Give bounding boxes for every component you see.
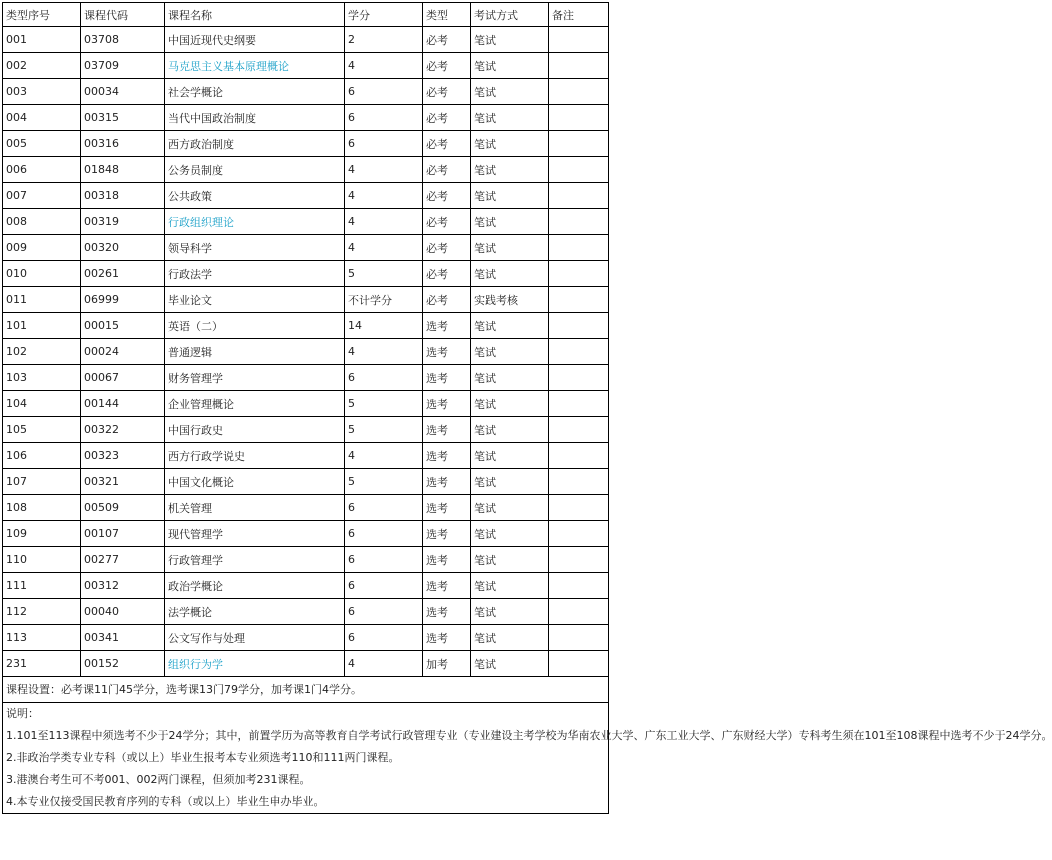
course-seq: 102 — [3, 339, 81, 365]
course-seq: 110 — [3, 547, 81, 573]
course-code: 03709 — [81, 53, 165, 79]
course-seq: 002 — [3, 53, 81, 79]
course-seq: 006 — [3, 157, 81, 183]
course-code: 06999 — [81, 287, 165, 313]
course-code: 00341 — [81, 625, 165, 651]
course-remark — [549, 443, 609, 469]
course-type: 加考 — [423, 651, 471, 677]
notes-row — [3, 703, 609, 814]
course-code: 00034 — [81, 79, 165, 105]
table-row — [3, 313, 609, 339]
course-code: 00040 — [81, 599, 165, 625]
course-credit: 4 — [345, 209, 423, 235]
header-credit: 学分 — [345, 3, 423, 27]
header-exam: 考试方式 — [471, 3, 549, 27]
course-name-link[interactable]: 马克思主义基本原理概论 — [165, 53, 345, 79]
course-name: 公共政策 — [165, 183, 345, 209]
course-seq: 009 — [3, 235, 81, 261]
course-code: 00312 — [81, 573, 165, 599]
table-row — [3, 521, 609, 547]
course-type: 必考 — [423, 287, 471, 313]
table-row — [3, 287, 609, 313]
course-type: 选考 — [423, 573, 471, 599]
course-seq: 107 — [3, 469, 81, 495]
course-type: 选考 — [423, 417, 471, 443]
course-type: 必考 — [423, 157, 471, 183]
course-seq: 105 — [3, 417, 81, 443]
course-remark — [549, 261, 609, 287]
course-seq: 104 — [3, 391, 81, 417]
course-name: 西方行政学说史 — [165, 443, 345, 469]
course-seq: 003 — [3, 79, 81, 105]
course-type: 必考 — [423, 209, 471, 235]
table-row — [3, 53, 609, 79]
course-credit: 4 — [345, 183, 423, 209]
note-1: 1.101至113课程中须选考不少于24学分；其中，前置学历为高等教育自学考试行政管理专业（专业建设主考学校为华南农业大学、广东工业大学、广东财经大学）专科考生须在101至108课程中选考不少于24学分。 — [6, 729, 1052, 742]
summary-text: 课程设置：必考课11门45学分，选考课13门79学分，加考课1门4学分。 — [3, 677, 609, 703]
course-name: 行政管理学 — [165, 547, 345, 573]
course-type: 选考 — [423, 495, 471, 521]
table-row — [3, 573, 609, 599]
course-type: 选考 — [423, 391, 471, 417]
course-exam: 笔试 — [471, 183, 549, 209]
course-name: 当代中国政治制度 — [165, 105, 345, 131]
course-code: 00015 — [81, 313, 165, 339]
course-seq: 010 — [3, 261, 81, 287]
course-seq: 108 — [3, 495, 81, 521]
course-code: 00509 — [81, 495, 165, 521]
course-credit: 5 — [345, 261, 423, 287]
course-seq: 011 — [3, 287, 81, 313]
table-header-row — [3, 3, 609, 27]
course-code: 03708 — [81, 27, 165, 53]
course-code: 00107 — [81, 521, 165, 547]
course-exam: 笔试 — [471, 131, 549, 157]
course-name: 政治学概论 — [165, 573, 345, 599]
note-4: 4.本专业仅接受国民教育序列的专科（或以上）毕业生申办毕业。 — [6, 795, 325, 808]
course-credit: 不计学分 — [345, 287, 423, 313]
course-seq: 001 — [3, 27, 81, 53]
course-name: 西方政治制度 — [165, 131, 345, 157]
course-seq: 007 — [3, 183, 81, 209]
course-remark — [549, 27, 609, 53]
course-type: 选考 — [423, 313, 471, 339]
course-name-link[interactable]: 行政组织理论 — [165, 209, 345, 235]
notes-block — [3, 703, 1052, 814]
course-name: 中国文化概论 — [165, 469, 345, 495]
course-code: 00315 — [81, 105, 165, 131]
course-name: 英语（二） — [165, 313, 345, 339]
course-exam: 笔试 — [471, 261, 549, 287]
course-remark — [549, 183, 609, 209]
course-type: 必考 — [423, 131, 471, 157]
course-seq: 106 — [3, 443, 81, 469]
course-exam: 笔试 — [471, 547, 549, 573]
table-row — [3, 599, 609, 625]
course-type: 选考 — [423, 599, 471, 625]
course-name: 中国近现代史纲要 — [165, 27, 345, 53]
course-type: 必考 — [423, 105, 471, 131]
course-remark — [549, 521, 609, 547]
table-row — [3, 495, 609, 521]
course-credit: 2 — [345, 27, 423, 53]
header-remark: 备注 — [549, 3, 609, 27]
course-remark — [549, 79, 609, 105]
table-row — [3, 27, 609, 53]
course-seq: 109 — [3, 521, 81, 547]
course-type: 选考 — [423, 547, 471, 573]
course-remark — [549, 469, 609, 495]
course-type: 必考 — [423, 53, 471, 79]
course-exam: 笔试 — [471, 209, 549, 235]
course-credit: 6 — [345, 547, 423, 573]
course-exam: 笔试 — [471, 79, 549, 105]
course-remark — [549, 105, 609, 131]
course-exam: 实践考核 — [471, 287, 549, 313]
course-remark — [549, 495, 609, 521]
course-name: 公文写作与处理 — [165, 625, 345, 651]
course-credit: 6 — [345, 495, 423, 521]
course-credit: 5 — [345, 391, 423, 417]
course-credit: 6 — [345, 365, 423, 391]
course-code: 00319 — [81, 209, 165, 235]
course-exam: 笔试 — [471, 53, 549, 79]
course-seq: 111 — [3, 573, 81, 599]
course-seq: 008 — [3, 209, 81, 235]
course-remark — [549, 365, 609, 391]
course-exam: 笔试 — [471, 469, 549, 495]
course-code: 00322 — [81, 417, 165, 443]
table-row — [3, 365, 609, 391]
course-exam: 笔试 — [471, 339, 549, 365]
course-type: 必考 — [423, 235, 471, 261]
table-row — [3, 79, 609, 105]
table-row — [3, 625, 609, 651]
course-exam: 笔试 — [471, 573, 549, 599]
course-remark — [549, 313, 609, 339]
course-remark — [549, 599, 609, 625]
course-credit: 4 — [345, 53, 423, 79]
course-name: 中国行政史 — [165, 417, 345, 443]
course-remark — [549, 625, 609, 651]
course-remark — [549, 287, 609, 313]
course-exam: 笔试 — [471, 651, 549, 677]
course-type: 选考 — [423, 443, 471, 469]
course-name: 行政法学 — [165, 261, 345, 287]
course-code: 00144 — [81, 391, 165, 417]
course-code: 00318 — [81, 183, 165, 209]
course-exam: 笔试 — [471, 521, 549, 547]
course-type: 选考 — [423, 339, 471, 365]
course-type: 选考 — [423, 521, 471, 547]
course-code: 00152 — [81, 651, 165, 677]
course-credit: 6 — [345, 573, 423, 599]
course-credit: 6 — [345, 79, 423, 105]
course-credit: 4 — [345, 339, 423, 365]
course-name: 社会学概论 — [165, 79, 345, 105]
course-exam: 笔试 — [471, 27, 549, 53]
course-code: 01848 — [81, 157, 165, 183]
course-remark — [549, 131, 609, 157]
course-code: 00316 — [81, 131, 165, 157]
course-credit: 6 — [345, 105, 423, 131]
course-exam: 笔试 — [471, 417, 549, 443]
course-code: 00320 — [81, 235, 165, 261]
course-credit: 6 — [345, 521, 423, 547]
course-type: 选考 — [423, 469, 471, 495]
course-type: 选考 — [423, 365, 471, 391]
course-name: 普通逻辑 — [165, 339, 345, 365]
course-name: 法学概论 — [165, 599, 345, 625]
note-3: 3.港澳台考生可不考001、002两门课程，但须加考231课程。 — [6, 773, 311, 786]
course-credit: 6 — [345, 131, 423, 157]
course-remark — [549, 417, 609, 443]
course-code: 00024 — [81, 339, 165, 365]
course-remark — [549, 547, 609, 573]
course-remark — [549, 209, 609, 235]
course-exam: 笔试 — [471, 599, 549, 625]
table-row — [3, 105, 609, 131]
course-name: 企业管理概论 — [165, 391, 345, 417]
course-remark — [549, 391, 609, 417]
note-2: 2.非政治学类专业专科（或以上）毕业生报考本专业须选考110和111两门课程。 — [6, 751, 400, 764]
course-seq: 005 — [3, 131, 81, 157]
course-code: 00323 — [81, 443, 165, 469]
course-exam: 笔试 — [471, 313, 549, 339]
table-row — [3, 391, 609, 417]
course-exam: 笔试 — [471, 105, 549, 131]
table-row — [3, 547, 609, 573]
course-remark — [549, 573, 609, 599]
course-code: 00321 — [81, 469, 165, 495]
course-exam: 笔试 — [471, 391, 549, 417]
course-seq: 231 — [3, 651, 81, 677]
course-seq: 113 — [3, 625, 81, 651]
course-remark — [549, 339, 609, 365]
course-remark — [549, 651, 609, 677]
course-exam: 笔试 — [471, 235, 549, 261]
course-credit: 6 — [345, 599, 423, 625]
course-remark — [549, 235, 609, 261]
course-credit: 5 — [345, 417, 423, 443]
table-row — [3, 417, 609, 443]
course-credit: 6 — [345, 625, 423, 651]
course-seq: 112 — [3, 599, 81, 625]
course-type: 必考 — [423, 261, 471, 287]
course-name: 机关管理 — [165, 495, 345, 521]
header-type: 类型 — [423, 3, 471, 27]
header-seq: 类型序号 — [3, 3, 81, 27]
course-name: 毕业论文 — [165, 287, 345, 313]
notes-title: 说明： — [6, 707, 39, 720]
course-name: 现代管理学 — [165, 521, 345, 547]
table-row — [3, 261, 609, 287]
course-credit: 14 — [345, 313, 423, 339]
course-table — [2, 2, 1052, 814]
course-seq: 004 — [3, 105, 81, 131]
course-credit: 4 — [345, 443, 423, 469]
header-name: 课程名称 — [165, 3, 345, 27]
course-exam: 笔试 — [471, 365, 549, 391]
table-row — [3, 235, 609, 261]
table-row — [3, 443, 609, 469]
course-type: 必考 — [423, 183, 471, 209]
course-remark — [549, 53, 609, 79]
table-row — [3, 469, 609, 495]
summary-row — [3, 677, 609, 703]
table-row — [3, 339, 609, 365]
table-row — [3, 157, 609, 183]
course-code: 00277 — [81, 547, 165, 573]
table-row — [3, 183, 609, 209]
course-name-link[interactable]: 组织行为学 — [165, 651, 345, 677]
course-name: 财务管理学 — [165, 365, 345, 391]
table-row — [3, 209, 609, 235]
course-type: 选考 — [423, 625, 471, 651]
course-exam: 笔试 — [471, 443, 549, 469]
course-credit: 4 — [345, 651, 423, 677]
course-exam: 笔试 — [471, 625, 549, 651]
course-seq: 101 — [3, 313, 81, 339]
course-exam: 笔试 — [471, 157, 549, 183]
course-name: 公务员制度 — [165, 157, 345, 183]
course-seq: 103 — [3, 365, 81, 391]
course-type: 必考 — [423, 79, 471, 105]
course-credit: 4 — [345, 235, 423, 261]
course-remark — [549, 157, 609, 183]
course-code: 00261 — [81, 261, 165, 287]
course-code: 00067 — [81, 365, 165, 391]
header-code: 课程代码 — [81, 3, 165, 27]
course-exam: 笔试 — [471, 495, 549, 521]
course-credit: 5 — [345, 469, 423, 495]
course-type: 必考 — [423, 27, 471, 53]
table-row — [3, 131, 609, 157]
course-name: 领导科学 — [165, 235, 345, 261]
table-row — [3, 651, 609, 677]
course-credit: 4 — [345, 157, 423, 183]
